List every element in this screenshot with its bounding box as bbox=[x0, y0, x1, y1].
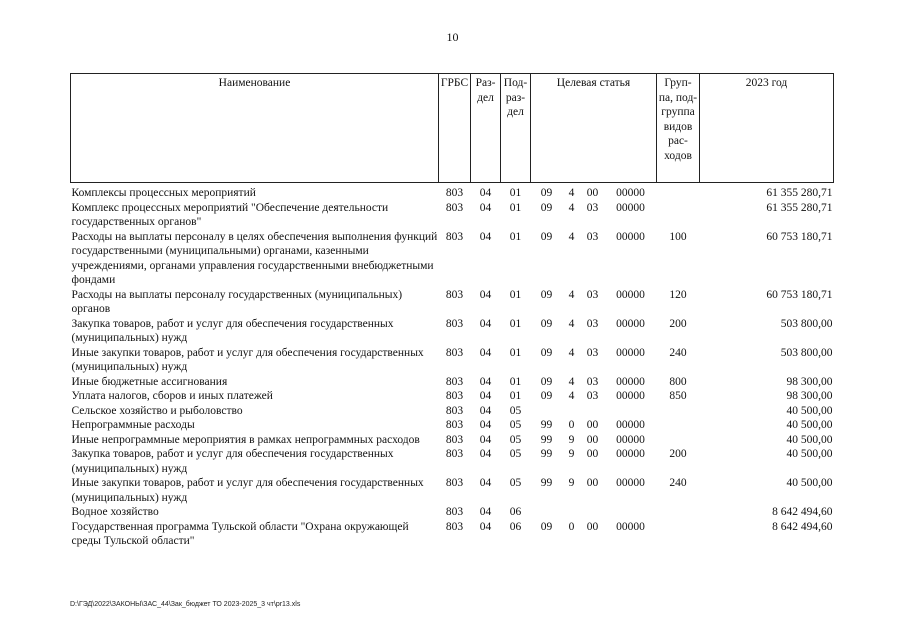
table-header-row bbox=[71, 74, 834, 183]
header-expense-group: Груп- па, под- группа видов рас- ходов bbox=[657, 74, 700, 183]
row-expense-group-cell bbox=[657, 201, 700, 230]
header-year-2023: 2023 год bbox=[700, 74, 834, 183]
row-podrazdel-cell: 06 bbox=[509, 520, 522, 533]
row-expense-group-cell bbox=[657, 404, 700, 419]
header-target-article: Целевая статья bbox=[531, 74, 657, 183]
row-target-program-cell: 09 bbox=[540, 187, 553, 199]
table-row bbox=[71, 476, 834, 505]
row-razdel-cell: 04 bbox=[479, 201, 492, 214]
row-razdel-cell: 04 bbox=[479, 419, 492, 431]
row-target-subprogram-cell bbox=[581, 404, 605, 419]
row-target-direction-cell: 00000 bbox=[616, 477, 645, 489]
row-podrazdel-cell: 01 bbox=[509, 346, 522, 359]
row-name-cell: Иные закупки товаров, работ и услуг для обеспечения государственных (муниципальных) нужд bbox=[71, 477, 424, 504]
table-row bbox=[71, 317, 834, 346]
row-target-type-cell: 4 bbox=[568, 201, 575, 214]
row-target-program-cell: 09 bbox=[540, 201, 553, 214]
row-grbs-cell: 803 bbox=[445, 317, 464, 330]
budget-table bbox=[70, 73, 834, 549]
row-name-cell: Расходы на выплаты персоналу государственных (муниципальных) органов bbox=[71, 288, 403, 315]
row-grbs-cell: 803 bbox=[445, 187, 464, 199]
row-target-direction-cell: 00000 bbox=[616, 520, 645, 533]
table-row bbox=[71, 418, 834, 433]
row-grbs-cell: 803 bbox=[445, 375, 464, 388]
row-name-cell: Комплексы процессных мероприятий bbox=[71, 187, 256, 199]
row-target-subprogram-cell: 00 bbox=[586, 477, 599, 489]
row-target-program-cell: 99 bbox=[540, 448, 553, 460]
row-name-cell: Иные закупки товаров, работ и услуг для обеспечения государственных (муниципальных) нужд bbox=[71, 346, 424, 373]
row-target-subprogram-cell bbox=[581, 505, 605, 520]
table-row bbox=[71, 520, 834, 549]
row-razdel-cell: 04 bbox=[479, 230, 492, 243]
table-row bbox=[71, 183, 834, 201]
row-expense-group-cell: 240 bbox=[669, 346, 687, 359]
row-target-program-cell bbox=[531, 505, 563, 520]
row-target-type-cell: 4 bbox=[568, 317, 575, 330]
row-grbs-cell: 803 bbox=[445, 506, 464, 518]
row-expense-group-cell bbox=[657, 433, 700, 448]
row-target-subprogram-cell: 00 bbox=[586, 448, 599, 460]
row-name-cell: Закупка товаров, работ и услуг для обеспечения государственных (муниципальных) нужд bbox=[71, 317, 394, 344]
row-target-direction-cell: 00000 bbox=[616, 390, 645, 402]
row-razdel-cell: 04 bbox=[479, 448, 492, 460]
row-target-subprogram-cell: 03 bbox=[586, 201, 599, 214]
table-row bbox=[71, 389, 834, 404]
row-name-cell: Сельское хозяйство и рыболовство bbox=[71, 404, 243, 417]
row-target-program-cell: 09 bbox=[540, 317, 553, 330]
row-podrazdel-cell: 05 bbox=[509, 477, 522, 489]
row-target-program-cell bbox=[531, 404, 563, 419]
row-amount-cell: 40 500,00 bbox=[786, 477, 833, 489]
row-target-direction-cell: 00000 bbox=[616, 230, 645, 243]
row-podrazdel-cell: 01 bbox=[509, 288, 522, 301]
table-row bbox=[71, 447, 834, 476]
header-grbs: ГРБС bbox=[439, 74, 471, 183]
row-amount-cell: 503 800,00 bbox=[780, 317, 833, 330]
row-target-type-cell: 0 bbox=[568, 520, 575, 533]
row-razdel-cell: 04 bbox=[479, 187, 492, 199]
row-target-program-cell: 09 bbox=[540, 390, 553, 402]
row-target-program-cell: 99 bbox=[540, 477, 553, 489]
row-target-type-cell: 0 bbox=[568, 419, 575, 431]
header-name: Наименование bbox=[71, 74, 439, 183]
table-row bbox=[71, 375, 834, 390]
row-grbs-cell: 803 bbox=[445, 230, 464, 243]
row-podrazdel-cell: 01 bbox=[509, 317, 522, 330]
row-expense-group-cell bbox=[657, 183, 700, 201]
row-target-direction-cell bbox=[605, 404, 657, 419]
row-amount-cell: 40 500,00 bbox=[786, 448, 833, 460]
row-target-type-cell: 4 bbox=[568, 346, 575, 359]
row-podrazdel-cell: 01 bbox=[509, 230, 522, 243]
row-expense-group-cell bbox=[657, 520, 700, 549]
row-target-direction-cell: 00000 bbox=[616, 448, 645, 460]
row-name-cell: Иные бюджетные ассигнования bbox=[71, 375, 228, 388]
row-podrazdel-cell: 05 bbox=[509, 404, 522, 417]
row-razdel-cell: 04 bbox=[479, 288, 492, 301]
row-razdel-cell: 04 bbox=[479, 506, 492, 518]
row-name-cell: Закупка товаров, работ и услуг для обеспечения государственных (муниципальных) нужд bbox=[71, 448, 394, 475]
file-path-footer: D:\ГЭД\2022\ЗАКОНЫ\ЗАС_44\Зак_бюджет ТО 2023-2025_3 чт\pr13.xls bbox=[70, 601, 301, 608]
table-row bbox=[71, 288, 834, 317]
row-razdel-cell: 04 bbox=[479, 477, 492, 489]
row-target-subprogram-cell: 00 bbox=[586, 520, 599, 533]
row-amount-cell: 98 300,00 bbox=[786, 390, 833, 402]
row-target-subprogram-cell: 03 bbox=[586, 288, 599, 301]
row-target-type-cell: 9 bbox=[568, 477, 575, 489]
row-name-cell: Уплата налогов, сборов и иных платежей bbox=[71, 390, 273, 402]
table-row bbox=[71, 404, 834, 419]
row-razdel-cell: 04 bbox=[479, 375, 492, 388]
row-target-type-cell: 4 bbox=[568, 390, 575, 402]
row-podrazdel-cell: 01 bbox=[509, 390, 522, 402]
row-target-type-cell: 4 bbox=[568, 288, 575, 301]
row-target-type-cell bbox=[563, 404, 581, 419]
row-name-cell: Комплекс процессных мероприятий "Обеспечение деятельности государственных органов" bbox=[71, 201, 389, 228]
row-target-subprogram-cell: 00 bbox=[586, 187, 599, 199]
row-target-direction-cell: 00000 bbox=[616, 187, 645, 199]
row-target-direction-cell: 00000 bbox=[616, 317, 645, 330]
row-amount-cell: 40 500,00 bbox=[786, 419, 833, 431]
row-grbs-cell: 803 bbox=[445, 288, 464, 301]
row-target-program-cell: 99 bbox=[540, 419, 553, 431]
row-name-cell: Иные непрограммные мероприятия в рамках непрограммных расходов bbox=[71, 433, 420, 446]
row-target-direction-cell bbox=[605, 505, 657, 520]
row-razdel-cell: 04 bbox=[479, 520, 492, 533]
row-expense-group-cell: 850 bbox=[669, 390, 687, 402]
table-row bbox=[71, 201, 834, 230]
row-grbs-cell: 803 bbox=[445, 201, 464, 214]
table-row bbox=[71, 230, 834, 288]
row-target-subprogram-cell: 00 bbox=[586, 419, 599, 431]
table-row bbox=[71, 433, 834, 448]
row-razdel-cell: 04 bbox=[479, 404, 492, 417]
budget-table-body bbox=[71, 183, 834, 549]
row-amount-cell: 60 753 180,71 bbox=[766, 230, 833, 243]
row-expense-group-cell bbox=[657, 505, 700, 520]
header-razdel: Раз- дел bbox=[471, 74, 501, 183]
row-expense-group-cell: 200 bbox=[669, 448, 687, 460]
row-amount-cell: 98 300,00 bbox=[786, 375, 833, 388]
row-grbs-cell: 803 bbox=[445, 346, 464, 359]
row-grbs-cell: 803 bbox=[445, 404, 464, 417]
row-name-cell: Непрограммные расходы bbox=[71, 419, 195, 431]
table-row bbox=[71, 346, 834, 375]
row-amount-cell: 40 500,00 bbox=[786, 404, 833, 417]
row-expense-group-cell: 200 bbox=[669, 317, 687, 330]
row-grbs-cell: 803 bbox=[445, 477, 464, 489]
row-target-subprogram-cell: 03 bbox=[586, 390, 599, 402]
row-target-direction-cell: 00000 bbox=[616, 346, 645, 359]
row-grbs-cell: 803 bbox=[445, 390, 464, 402]
row-podrazdel-cell: 01 bbox=[509, 201, 522, 214]
row-target-subprogram-cell: 03 bbox=[586, 346, 599, 359]
row-expense-group-cell: 800 bbox=[669, 375, 687, 388]
row-target-program-cell: 09 bbox=[540, 346, 553, 359]
row-expense-group-cell: 120 bbox=[669, 288, 687, 301]
row-expense-group-cell: 100 bbox=[669, 230, 687, 243]
page-number: 10 bbox=[446, 30, 459, 44]
row-target-direction-cell: 00000 bbox=[616, 419, 645, 431]
row-target-type-cell: 4 bbox=[568, 375, 575, 388]
row-target-subprogram-cell: 03 bbox=[586, 230, 599, 243]
row-grbs-cell: 803 bbox=[445, 433, 464, 446]
row-target-program-cell: 09 bbox=[540, 230, 553, 243]
header-podrazdel: Под- раз- дел bbox=[501, 74, 531, 183]
row-expense-group-cell: 240 bbox=[669, 477, 687, 489]
row-expense-group-cell bbox=[657, 418, 700, 433]
row-target-direction-cell: 00000 bbox=[616, 433, 645, 446]
row-amount-cell: 8 642 494,60 bbox=[772, 520, 833, 533]
budget-table-container bbox=[70, 73, 833, 549]
table-row bbox=[71, 505, 834, 520]
row-target-direction-cell: 00000 bbox=[616, 201, 645, 214]
row-amount-cell: 61 355 280,71 bbox=[766, 187, 833, 199]
row-amount-cell: 503 800,00 bbox=[780, 346, 833, 359]
row-target-type-cell: 9 bbox=[568, 448, 575, 460]
row-razdel-cell: 04 bbox=[479, 433, 492, 446]
row-podrazdel-cell: 05 bbox=[509, 448, 522, 460]
row-razdel-cell: 04 bbox=[479, 346, 492, 359]
row-amount-cell: 40 500,00 bbox=[786, 433, 833, 446]
row-name-cell: Государственная программа Тульской области "Охрана окружающей среды Тульской области" bbox=[71, 520, 409, 547]
row-target-type-cell: 9 bbox=[568, 433, 575, 446]
row-target-program-cell: 09 bbox=[540, 288, 553, 301]
row-target-type-cell: 4 bbox=[568, 230, 575, 243]
row-grbs-cell: 803 bbox=[445, 520, 464, 533]
row-name-cell: Водное хозяйство bbox=[71, 506, 159, 518]
row-amount-cell: 8 642 494,60 bbox=[772, 506, 833, 518]
row-target-direction-cell: 00000 bbox=[616, 288, 645, 301]
row-podrazdel-cell: 05 bbox=[509, 433, 522, 446]
row-amount-cell: 60 753 180,71 bbox=[766, 288, 833, 301]
row-target-program-cell: 09 bbox=[540, 520, 553, 533]
row-razdel-cell: 04 bbox=[479, 317, 492, 330]
row-target-subprogram-cell: 03 bbox=[586, 317, 599, 330]
row-target-subprogram-cell: 00 bbox=[586, 433, 599, 446]
row-podrazdel-cell: 01 bbox=[509, 375, 522, 388]
row-target-type-cell: 4 bbox=[568, 187, 575, 199]
row-podrazdel-cell: 05 bbox=[509, 419, 522, 431]
row-target-program-cell: 99 bbox=[540, 433, 553, 446]
row-target-subprogram-cell: 03 bbox=[586, 375, 599, 388]
row-target-direction-cell: 00000 bbox=[616, 375, 645, 388]
row-name-cell: Расходы на выплаты персоналу в целях обеспечения выполнения функций государственными (муниципальными) органами, казенными учреждениями, органами управления государственными внебюджетными фондами bbox=[71, 230, 438, 286]
row-podrazdel-cell: 06 bbox=[509, 506, 522, 518]
row-target-program-cell: 09 bbox=[540, 375, 553, 388]
row-amount-cell: 61 355 280,71 bbox=[766, 201, 833, 214]
row-podrazdel-cell: 01 bbox=[509, 187, 522, 199]
row-grbs-cell: 803 bbox=[445, 448, 464, 460]
row-target-type-cell bbox=[563, 505, 581, 520]
row-grbs-cell: 803 bbox=[445, 419, 464, 431]
row-razdel-cell: 04 bbox=[479, 390, 492, 402]
